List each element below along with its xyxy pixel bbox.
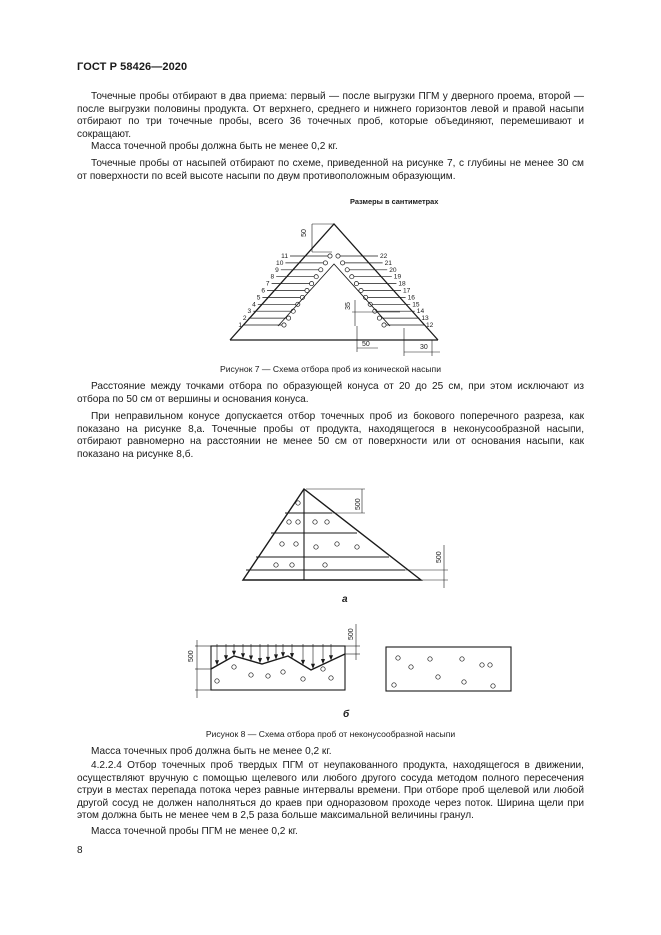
point-label: 18 — [398, 280, 406, 288]
point-label: 8 — [270, 273, 275, 281]
figure-7-caption: Рисунок 7 — Схема отбора проб из конической насыпи — [219, 364, 442, 374]
page-number: 8 — [77, 845, 83, 856]
flat-pile-plan-view — [386, 647, 511, 691]
point-label: 1 — [238, 322, 242, 329]
dimension-base-left: 50 — [362, 341, 370, 348]
paragraph-pgm-mass: Масса точечной пробы ПГМ не менее 0,2 кг. — [91, 826, 298, 837]
paragraph-sampling-stages: Точечные пробы отбирают в два приема: первый — после выгрузки ПГМ у дверного проема, второй — после выгрузки половины продукта. От верхнего, среднего и нижнего горизонтов левой и правой насыпи отбирают по три точечные пробы, всего 36 точечных проб, которые объединяют, перемешивают и сокращают. — [77, 91, 584, 140]
paragraph-sample-mass-2: Масса точечных проб должна быть не менее 0,2 кг. — [91, 746, 332, 757]
point-label: 14 — [416, 308, 425, 316]
point-label: 3 — [247, 308, 252, 316]
point-label: 7 — [265, 280, 270, 288]
paragraph-irregular-cone: При неправильном конусе допускается отбор точечных проб из бокового поперечного разреза, как показано на рисунке 8,а. Точечные пробы от продукта, находящегося в неконусообразной насыпи, отбирают равномерно на расстоянии не менее 50 см от поверхности или от основания насыпи, как показано на рисунке 8,б. — [77, 411, 584, 460]
point-label: 12 — [426, 322, 434, 329]
dimension-top-b: 500 — [348, 628, 355, 640]
point-label: 17 — [403, 287, 411, 295]
point-label: 19 — [393, 273, 402, 281]
point-label: 9 — [275, 266, 279, 274]
point-label: 4 — [252, 301, 256, 309]
point-label: 11 — [281, 253, 288, 260]
dimension-left-b: 500 — [188, 650, 195, 662]
point-label: 15 — [412, 301, 420, 309]
dimension-base-a: 500 — [436, 551, 443, 563]
point-label: 6 — [261, 287, 265, 295]
figure-8b-label: б — [343, 709, 350, 720]
paragraph-pile-sampling: Точечные пробы от насыпей отбирают по схеме, приведенной на рисунке 7, с глубины не менее 30 см от поверхности по всей высоте насыпи по двум противоположным образующим. — [77, 158, 584, 182]
figure-8b-plan-points — [392, 656, 495, 688]
point-label: 13 — [421, 315, 429, 323]
point-label: 2 — [242, 315, 247, 323]
figure-7-sizes-note: Размеры в сантиметрах — [350, 197, 439, 206]
figure-8a-label: а — [342, 594, 348, 605]
point-label: 5 — [256, 294, 261, 302]
dimension-base-right: 30 — [420, 344, 428, 351]
paragraph-4-2-2-4: 4.2.2.4 Отбор точечных проб твердых ПГМ от неупакованного продукта, находящегося в движении, осуществляют вручную с помощью щелевого или любого другого сосуда методом полного пересечения струи в местах перепада потока через равные интервалы времени. При отборе проб щелевой или любой другой сосуд не должен наполняться до краев при одноразовом проходе через поток. Ширина щели при этом должна быть не менее чем в 2,5 раза больше максимальной величины гранул. — [77, 760, 584, 822]
paragraph-point-spacing: Расстояние между точками отбора по образующей конуса от 20 до 25 см, при этом исключают из отбора по 50 см от вершины и основания конуса. — [77, 381, 584, 405]
figure-8-caption: Рисунок 8 — Схема отбора проб от неконусообразной насыпи — [205, 729, 456, 739]
dimension-top-a: 500 — [355, 498, 362, 510]
dimension-top: 50 — [301, 229, 308, 237]
point-label: 10 — [276, 259, 284, 267]
point-label: 16 — [407, 294, 415, 302]
paragraph-sample-mass: Масса точечной пробы должна быть не менее 0,2 кг. — [91, 141, 338, 152]
point-label: 21 — [384, 259, 392, 267]
dimension-depth: 35 — [345, 302, 352, 310]
document-header: ГОСТ Р 58426—2020 — [77, 61, 188, 73]
point-label: 20 — [389, 266, 397, 274]
point-label: 22 — [380, 253, 388, 260]
